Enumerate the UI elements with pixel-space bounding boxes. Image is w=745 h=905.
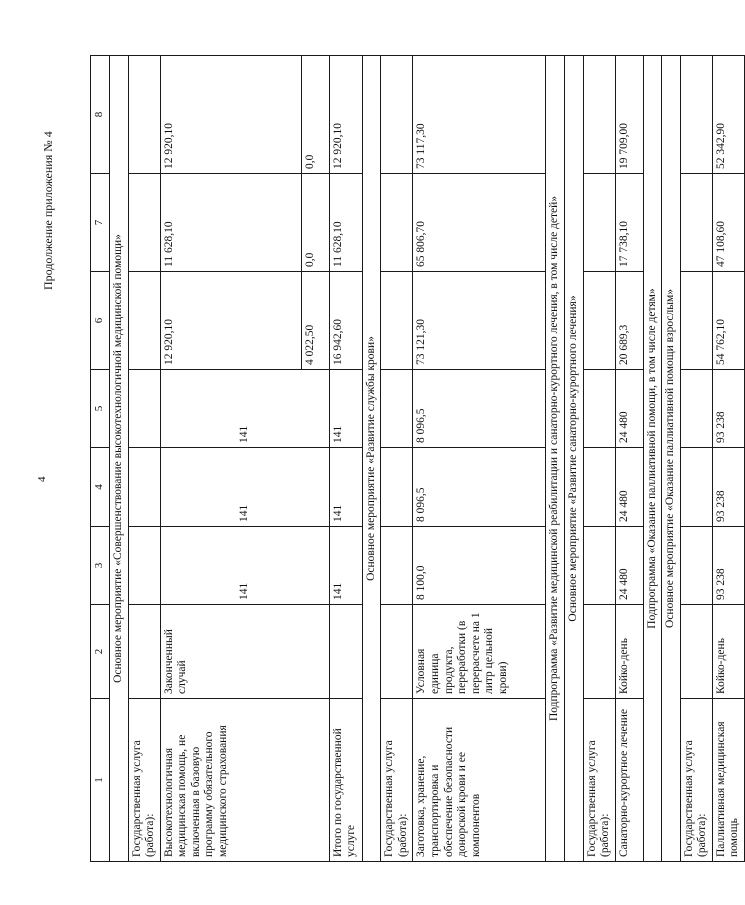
unit-palliative: Койко-день [712,605,744,699]
header-col-4: 4 [91,448,110,527]
cell-vmp-c8a: 12 920,10 [160,56,301,174]
table-row [329,56,362,862]
section-row [564,56,583,862]
unit-blood: Условная единица продукта, переработки (в перерасчете на 1 литр цельной крови) [413,605,546,699]
header-col-6: 6 [91,272,110,370]
cell-total-c6: 16 942,60 [329,272,362,370]
section-row [362,56,381,862]
cell-palliative-c8: 52 342,90 [712,56,744,174]
expenditure-table [90,55,745,862]
header-col-7: 7 [91,174,110,272]
cell-sanat-c4: 24 480 [615,448,643,527]
cell-blood-c8: 73 117,30 [413,56,546,174]
cell-vmp-c6b: 4 022,50 [301,272,329,370]
service-name-palliative: Паллиативная медицинская помощь [712,699,744,862]
unit-vmp: Законченный случай [160,605,329,699]
cell-sanat-c5: 24 480 [615,370,643,448]
section-row [546,56,565,862]
cell-vmp-c7a: 11 628,10 [160,174,301,272]
subprogram-rehabilitation: Подпрограмма «Развитие медицинской реабилитации и санаторно-курортного лечения, в том числе детей» [546,56,565,862]
header-col-8: 8 [91,56,110,174]
total-label: Итого по государственной услуге [329,699,362,862]
appendix-continuation-note: Продолжение приложения № 4 [41,131,55,290]
cell-vmp-c4: 141 [160,448,329,527]
cell-total-c4: 141 [329,448,362,527]
page-number: 4 [36,476,48,482]
gov-service-label: Государственная услуга (работа): [680,699,712,862]
cell-total-c3: 141 [329,527,362,605]
cell-blood-c6: 73 121,30 [413,272,546,370]
section-palliative-adults: Основное мероприятие «Оказание паллиативной помощи взрослым» [662,56,681,862]
gov-service-label: Государственная услуга (работа): [381,699,413,862]
section-blood-service: Основное мероприятие «Развитие службы крови» [362,56,381,862]
cell-vmp-c8b: 0,0 [301,56,329,174]
cell-palliative-c4: 93 238 [712,448,744,527]
header-col-1: 1 [91,699,110,862]
cell-vmp-c6a: 12 920,10 [160,272,301,370]
cell-total-c5: 141 [329,370,362,448]
header-col-3: 3 [91,527,110,605]
table-row [160,56,301,862]
service-name-vmp: Высокотехнологичная медицинская помощь, не включенная в базовую программу обязательного медицинского страхования [160,699,329,862]
gov-service-row [381,56,413,862]
cell-vmp-c7b: 0,0 [301,174,329,272]
section-row [110,56,129,862]
cell-sanat-c8: 19 709,00 [615,56,643,174]
cell-palliative-c6: 54 762,10 [712,272,744,370]
cell-vmp-c3: 141 [160,527,329,605]
table-row [712,56,744,862]
cell-blood-c4: 8 096,5 [413,448,546,527]
cell-sanat-c3: 24 480 [615,527,643,605]
gov-service-row [128,56,160,862]
gov-service-row [680,56,712,862]
section-hightech-care: Основное мероприятие «Совершенствование высокотехнологичной медицинской помощи» [110,56,129,862]
header-col-5: 5 [91,370,110,448]
header-col-2: 2 [91,605,110,699]
gov-service-row [583,56,615,862]
rotated-table-container [90,56,741,862]
table-row [413,56,546,862]
cell-total-c7: 11 628,10 [329,174,362,272]
cell-blood-c5: 8 096,5 [413,370,546,448]
header-row [91,56,110,862]
service-name-sanatorium: Санаторно-курортное лечение [615,699,643,862]
cell-palliative-c3: 93 238 [712,527,744,605]
gov-service-label: Государственная услуга (работа): [128,699,160,862]
section-row [662,56,681,862]
cell-palliative-c7: 47 108,60 [712,174,744,272]
cell-sanat-c6: 20 689,3 [615,272,643,370]
gov-service-label: Государственная услуга (работа): [583,699,615,862]
subprogram-palliative: Подпрограмма «Оказание паллиативной помощи, в том числе детям» [643,56,662,862]
cell-vmp-c5: 141 [160,370,329,448]
section-row [643,56,662,862]
cell-total-c8: 12 920,10 [329,56,362,174]
cell-sanat-c7: 17 738,10 [615,174,643,272]
cell-palliative-c5: 93 238 [712,370,744,448]
unit-sanatorium: Койко-день [615,605,643,699]
table-row [615,56,643,862]
section-sanatorium: Основное мероприятие «Развитие санаторно-курортного лечения» [564,56,583,862]
cell-blood-c7: 65 806,70 [413,174,546,272]
service-name-blood: Заготовка, хранение, транспортировка и обеспечение безопасности донорской крови и ее компонентов [413,699,546,862]
cell-blood-c3: 8 100,0 [413,527,546,605]
